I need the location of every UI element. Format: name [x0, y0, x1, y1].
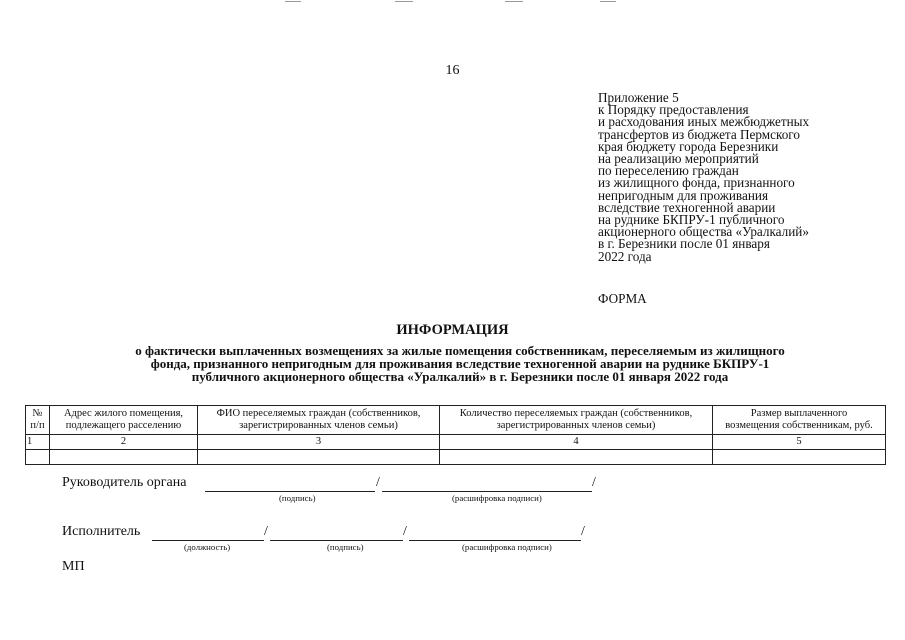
- header-cell-number: № п/п: [26, 406, 50, 435]
- caption-signature: (подпись): [279, 493, 316, 503]
- form-label: ФОРМА: [598, 291, 647, 306]
- empty-cell[interactable]: [713, 450, 886, 465]
- empty-cell[interactable]: [440, 450, 713, 465]
- empty-cell[interactable]: [198, 450, 440, 465]
- header-cell-address: Адрес жилого помещения, подлежащего расселению: [50, 406, 198, 435]
- appendix-line: Приложение 5: [598, 90, 679, 105]
- document-title: ИНФОРМАЦИЯ: [396, 322, 509, 338]
- table-numbering-row: [26, 435, 886, 450]
- head-signature-line[interactable]: [205, 491, 375, 492]
- head-decoding-line[interactable]: [382, 491, 592, 492]
- information-table: [25, 405, 886, 465]
- separator-slash: /: [376, 475, 380, 490]
- scan-mark: [505, 1, 523, 2]
- document-subtitle: [60, 344, 860, 383]
- number-cell: 3: [198, 435, 440, 450]
- caption-signature: (подпись): [327, 542, 364, 552]
- table-empty-row: [26, 450, 886, 465]
- scan-mark: [395, 1, 413, 2]
- appendix-line: в г. Березники после 01 января: [598, 236, 770, 252]
- number-cell: 4: [440, 435, 713, 450]
- subtitle-line: публичного акционерного общества «Уралкалий» в г. Березники после 01 января 2022 года: [191, 369, 729, 384]
- executor-label: Исполнитель: [62, 524, 141, 539]
- number-cell: 2: [50, 435, 198, 450]
- caption-position: (должность): [184, 542, 231, 552]
- appendix-block: [598, 92, 809, 263]
- appendix-line: трансфертов из бюджета Пермского: [598, 126, 800, 142]
- empty-cell[interactable]: [26, 450, 50, 465]
- number-cell: 5: [713, 435, 886, 450]
- scan-mark: [285, 1, 301, 2]
- appendix-line: по переселению граждан: [598, 163, 739, 179]
- separator-slash: /: [264, 524, 268, 539]
- appendix-line: края бюджету города Березники: [598, 138, 779, 154]
- head-of-body-label: Руководитель органа: [62, 475, 187, 490]
- appendix-line: 2022 года: [598, 248, 652, 264]
- separator-slash: /: [403, 524, 407, 539]
- caption-decoding: (расшифровка подписи): [452, 493, 542, 503]
- header-cell-count: Количество переселяемых граждан (собственников, зарегистрированных членов семьи): [440, 406, 713, 435]
- appendix-line: на реализацию мероприятий: [598, 151, 759, 167]
- appendix-line: из жилищного фонда, признанного: [598, 175, 795, 191]
- separator-slash: /: [581, 524, 585, 539]
- appendix-line: непригодным для проживания: [598, 187, 769, 203]
- header-cell-names: ФИО переселяемых граждан (собственников, зарегистрированных членов семьи): [198, 406, 440, 435]
- appendix-line: акционерного общества «Уралкалий»: [598, 224, 809, 240]
- stamp-place-label: МП: [62, 559, 85, 574]
- executor-signature-line[interactable]: [270, 540, 403, 541]
- subtitle-line: о фактически выплаченных возмещениях за жилые помещения собственникам, переселяемым из жилищного: [135, 343, 785, 358]
- table-header-row: [26, 406, 886, 435]
- number-cell: 1: [26, 435, 50, 450]
- executor-decoding-line[interactable]: [409, 540, 581, 541]
- page-number: 16: [445, 63, 460, 78]
- executor-position-line[interactable]: [152, 540, 264, 541]
- scan-mark: [600, 1, 616, 2]
- appendix-line: на руднике БКПРУ-1 публичного: [598, 212, 785, 228]
- empty-cell[interactable]: [50, 450, 198, 465]
- appendix-line: вследствие техногенной аварии: [598, 199, 776, 215]
- subtitle-line: фонда, признанного непригодным для проживания вследствие техногенной аварии на руднике БКПРУ-1: [150, 356, 770, 371]
- header-cell-amount: Размер выплаченного возмещения собственникам, руб.: [713, 406, 886, 435]
- appendix-line: к Порядку предоставления: [598, 102, 749, 118]
- appendix-line: и расходования иных межбюджетных: [598, 114, 810, 130]
- separator-slash: /: [592, 475, 596, 490]
- caption-decoding: (расшифровка подписи): [462, 542, 552, 552]
